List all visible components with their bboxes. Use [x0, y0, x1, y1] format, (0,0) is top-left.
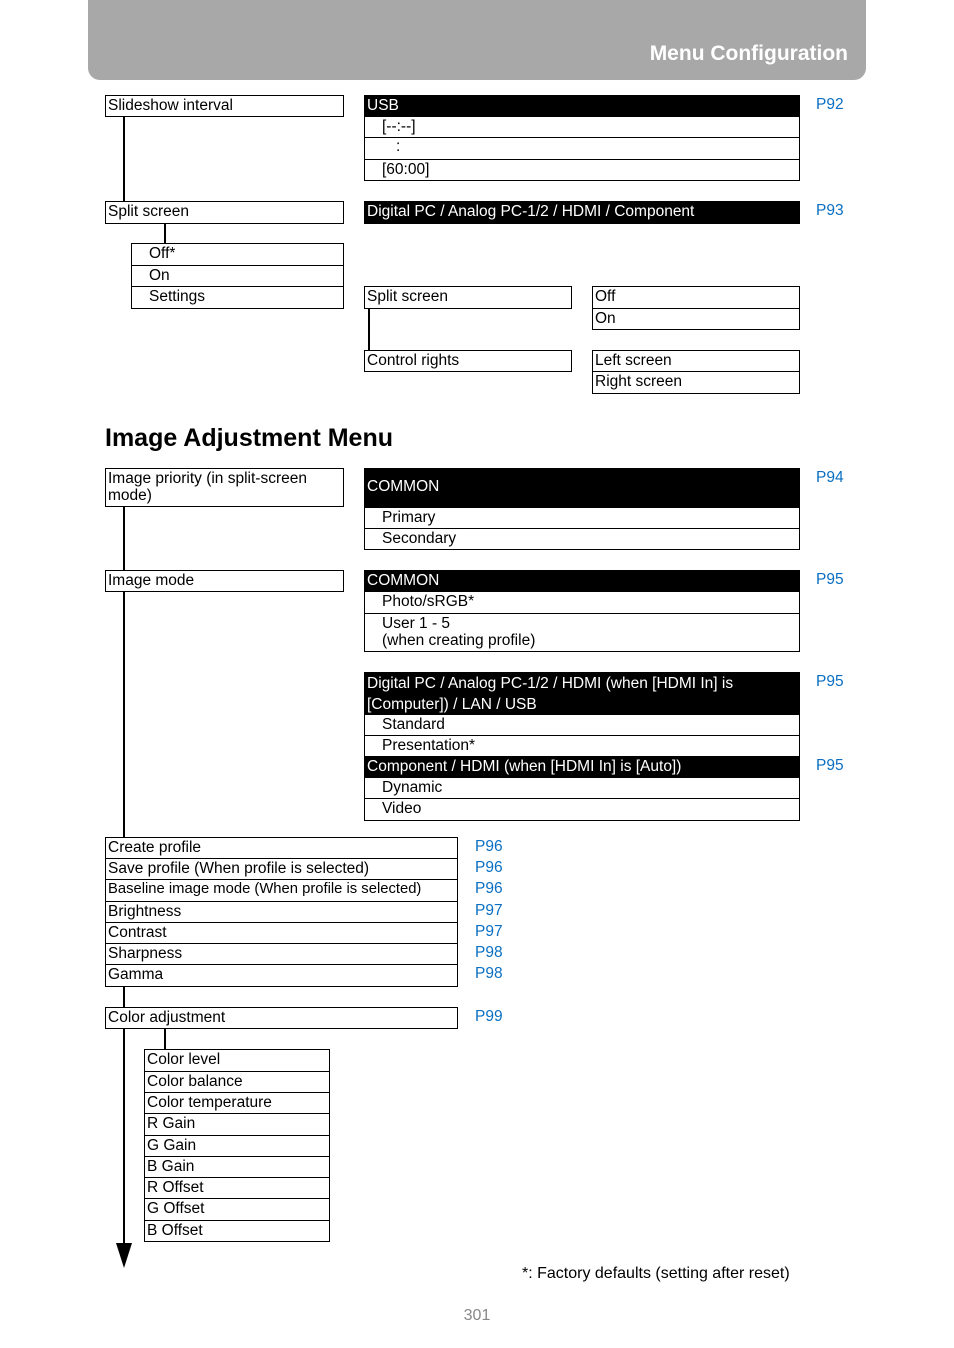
page-ref-link[interactable]: P97 [475, 902, 503, 919]
page-ref-link[interactable]: P98 [475, 944, 503, 961]
settings-split-option: On [592, 308, 800, 330]
settings-control-option: Left screen [592, 350, 800, 372]
split-screen-option: Off* [131, 243, 344, 266]
menu-item-create-profile: Create profile [105, 837, 458, 859]
page-header [88, 0, 866, 80]
settings-split-option: Off [592, 286, 800, 309]
slideshow-usb-header: USB [364, 95, 800, 117]
image-priority-option: Primary [364, 507, 800, 529]
connector-line [368, 308, 370, 350]
menu-item-gamma: Gamma [105, 964, 458, 987]
page-number: 301 [463, 1307, 491, 1324]
page-ref-link[interactable]: P97 [475, 923, 503, 940]
connector-line [123, 506, 125, 570]
menu-item-save-profile: Save profile (When profile is selected) [105, 858, 458, 880]
color-adjustment-option: G Gain [144, 1135, 330, 1157]
image-priority-option: Secondary [364, 528, 800, 550]
page-ref-link[interactable]: P95 [816, 571, 844, 588]
image-mode-option: Presentation* [364, 735, 800, 757]
connector-line [164, 223, 166, 244]
image-priority-common-header: COMMON [364, 468, 800, 508]
image-mode-option: Photo/sRGB* [364, 591, 800, 614]
page-ref-link[interactable]: P94 [816, 469, 844, 486]
slideshow-option: [60:00] [364, 159, 800, 181]
page-ref-link[interactable]: P96 [475, 838, 503, 855]
color-adjustment-option: R Offset [144, 1177, 330, 1199]
connector-line [123, 116, 125, 202]
menu-item-baseline-image-mode: Baseline image mode (When profile is selected) [105, 879, 458, 902]
color-adjustment-option: G Offset [144, 1198, 330, 1221]
image-mode-pc-header: Digital PC / Analog PC-1/2 / HDMI (when [HDMI In] is [Computer]) / LAN / USB [364, 672, 800, 715]
slideshow-option: [--:--] [364, 116, 800, 138]
slideshow-option: : [364, 137, 800, 160]
connector-line [123, 1028, 125, 1245]
connector-line [123, 986, 125, 1007]
page-ref-link[interactable]: P98 [475, 965, 503, 982]
image-mode-component-header: Component / HDMI (when [HDMI In] is [Auto]) [364, 756, 800, 778]
menu-item-brightness: Brightness [105, 901, 458, 923]
color-adjustment-option: Color temperature [144, 1092, 330, 1114]
image-mode-label: Image mode [105, 570, 344, 592]
page-ref-link[interactable]: P93 [816, 202, 844, 219]
split-screen-label: Split screen [105, 201, 344, 224]
split-screen-option: Settings [131, 286, 344, 309]
image-mode-option: User 1 - 5 (when creating profile) [364, 613, 800, 652]
section-title: Image Adjustment Menu [105, 424, 393, 452]
page-ref-link[interactable]: P96 [475, 880, 503, 897]
page-ref-link[interactable]: P95 [816, 757, 844, 774]
slideshow-interval-label: Slideshow interval [105, 95, 344, 117]
image-priority-label: Image priority (in split-screen mode) [105, 468, 344, 507]
page-ref-link[interactable]: P96 [475, 859, 503, 876]
image-mode-option: Video [364, 798, 800, 821]
image-mode-option: Standard [364, 714, 800, 736]
color-adjustment-option: R Gain [144, 1113, 330, 1136]
continue-arrow [116, 1243, 132, 1268]
connector-line [123, 591, 125, 837]
menu-item-contrast: Contrast [105, 922, 458, 944]
settings-control-option: Right screen [592, 371, 800, 394]
page-ref-link[interactable]: P92 [816, 96, 844, 113]
page-ref-link[interactable]: P99 [475, 1008, 503, 1025]
image-mode-option: Dynamic [364, 777, 800, 799]
settings-control-rights-label: Control rights [364, 350, 572, 372]
color-adjustment-label: Color adjustment [105, 1007, 458, 1029]
header-title: Menu Configuration [649, 42, 848, 65]
factory-default-footnote: *: Factory defaults (setting after reset) [522, 1265, 790, 1282]
color-adjustment-option: B Gain [144, 1156, 330, 1178]
menu-item-sharpness: Sharpness [105, 943, 458, 965]
page-ref-link[interactable]: P95 [816, 673, 844, 690]
color-adjustment-option: B Offset [144, 1220, 330, 1242]
split-screen-inputs-header: Digital PC / Analog PC-1/2 / HDMI / Component [364, 201, 800, 224]
color-adjustment-option: Color balance [144, 1071, 330, 1093]
settings-split-screen-label: Split screen [364, 286, 572, 309]
image-mode-common-header: COMMON [364, 570, 800, 592]
connector-line [164, 1028, 166, 1050]
color-adjustment-option: Color level [144, 1049, 330, 1072]
split-screen-option: On [131, 265, 344, 287]
